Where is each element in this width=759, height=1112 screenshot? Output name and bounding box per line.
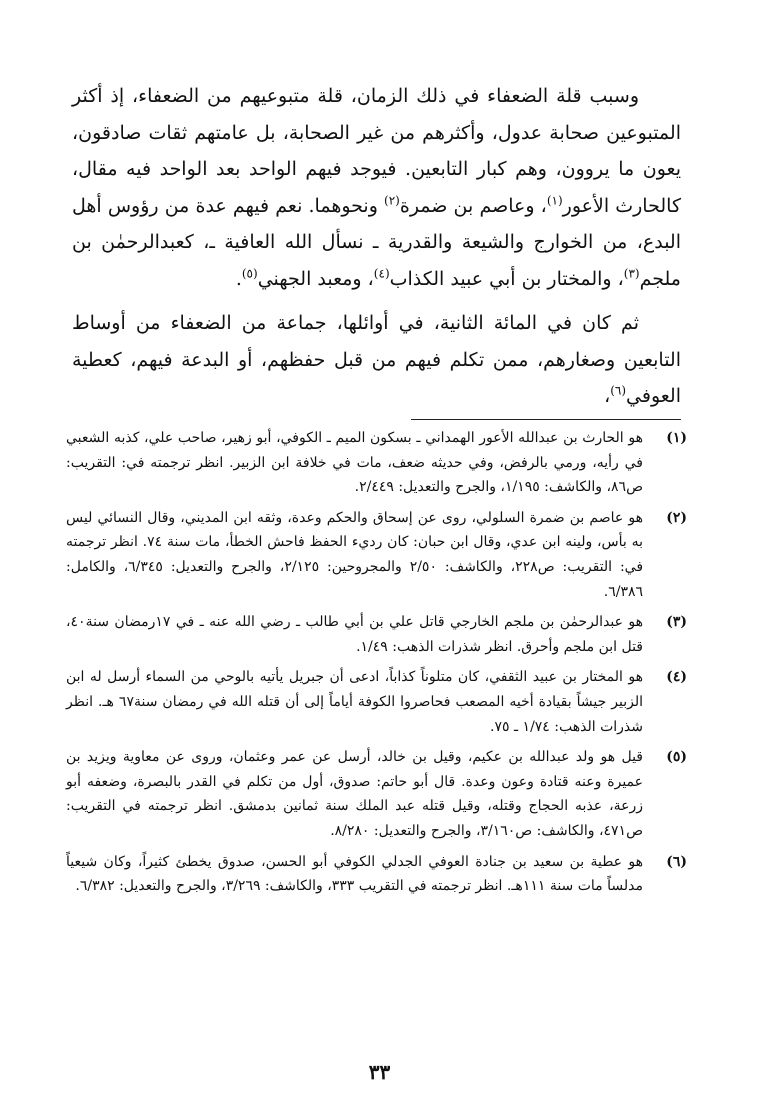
paragraph-2-text-2: ، [604, 385, 611, 407]
paragraph-2 [72, 305, 681, 415]
paragraph-1-text-1: وسبب قلة الضعفاء في ذلك الزمان، قلة متبوعيهم من الضعفاء، إذ أكثر المتبوعين صحابة عدول، وأكثرهم من غير الصحابة، بل عامتهم ثقات صادقون، يعون ما يروون، وهم كبار التابعين. فيوجد فيهم الواحد بعد الواحد فيه مقال، كالحارث الأعور [72, 85, 681, 217]
footnote-text: هو المختار بن عبيد الثقفي، كان متلوناً كذاباً، ادعى أن جبريل يأتيه بالوحي من السماء أرسل له ابن الزبير جيشاً بقيادة أخيه المصعب فحاصروا الكوفة أياماً إلى أن قتله الله في رمضان سنة٦٧ هـ. انظر شذرات الذهب: ١/٧٤ ـ ٧٥. [66, 669, 643, 735]
footnote-number: (٣) [666, 614, 687, 631]
paragraph-1 [72, 78, 681, 297]
footnote-text: هو عطية بن سعيد بن جنادة العوفي الجدلي الكوفي أبو الحسن، صدوق يخطئ كثيراً، وكان شيعياً مدلساً مات سنة ١١١هـ. انظر ترجمته في التقريب ٣٣٣، والكاشف: ٣/٢٦٩، والجرح والتعديل: ٦/٣٨٢. [66, 853, 643, 895]
footnote-ref-3[interactable]: (٣) [623, 266, 640, 281]
footnote-number: (٥) [666, 749, 687, 766]
footnote-number: (٢) [666, 509, 687, 526]
paragraph-1-text-5: ، ومعبد الجهني [257, 267, 374, 290]
footnote-ref-5[interactable]: (٥) [241, 266, 258, 281]
main-text [72, 78, 681, 415]
footnote-number: (٤) [666, 669, 687, 686]
footnote-divider [411, 419, 681, 420]
footnote-number: (٦) [666, 853, 687, 870]
footnote-4 [66, 665, 687, 739]
footnote-ref-1[interactable]: (١) [546, 193, 563, 208]
paragraph-1-text-6: . [235, 267, 242, 290]
footnote-ref-4[interactable]: (٤) [373, 266, 390, 281]
footnote-ref-6[interactable]: (٦) [610, 383, 627, 398]
paragraph-2-text-1: ثم كان في المائة الثانية، في أوائلها، جماعة من الضعفاء من أوساط التابعين وصغارهم، ممن تكلم فيهم من قبل حفظهم، أو البدعة فيهم، كعطية العوفي [72, 312, 681, 407]
paragraph-1-text-2: ، وعاصم بن ضمرة [399, 194, 547, 217]
footnote-number: (١) [666, 430, 687, 446]
footnote-text: هو عاصم بن ضمرة السلولي، روى عن إسحاق والحكم وعدة، وثقه ابن المديني، وقال النسائي ليس به بأس، ولينه ابن عدي، وقال ابن حبان: كان رديء الحفظ فاحش الخطأ، مات سنة ٧٤. انظر ترجمته في: التقريب: ص٢٢٨، والكاشف: ٢/٥٠ والمجروحين: ٢/١٢٥، والجرح والتعديل: ٦/٣٤٥، والكامل: ٦/٣٨٦. [66, 509, 644, 600]
paragraph-1-text-3: ونحوهما. نعم فيهم عدة من رؤوس أهل البدع، من الخوارج والشيعة والقدرية ـ نسأل الله العافية ـ، كعبدالرحمٰن بن ملجم [72, 194, 681, 290]
footnote-text: هو عبدالرحمٰن بن ملجم الخارجي قاتل علي بن أبي طالب ـ رضي الله عنه ـ في ١٧رمضان سنة٤٠، قتل ابن ملجم وأحرق. انظر شذرات الذهب: ١/٤٩. [66, 614, 644, 655]
footnote-3 [66, 610, 687, 659]
footnotes-section [66, 426, 687, 905]
footnote-2 [66, 506, 687, 604]
footnote-text: قيل هو ولد عبدالله بن عكيم، وقيل بن خالد، أرسل عن عمر وعثمان، وروى عن معاوية ويزيد بن عميرة وعنه قتادة وعون وعدة. قال أبو حاتم: صدوق، أول من تكلم في القدر بالبصرة، وضعفه أبو زرعة، عذبه الحجاج وقتله، وقيل قتله عبد الملك سنة ثمانين بدمشق. انظر ترجمته في التقريب: ص٤٧١، والكاشف: ص٣/١٦٠، والجرح والتعديل: ٨/٢٨٠. [66, 749, 643, 839]
footnote-6 [66, 850, 687, 899]
page-number: ٣٣ [368, 1060, 391, 1084]
footnote-ref-2[interactable]: (٢) [384, 193, 400, 208]
footnote-text: هو الحارث بن عبدالله الأعور الهمداني ـ بسكون الميم ـ الكوفي، أبو زهير، صاحب علي، كذبه الشعبي في رأيه، ورمي بالرفض، وفي حديثه ضعف، مات في خلافة ابن الزبير. انظر ترجمته في: التقريب: ص٨٦، والكاشف: ١/١٩٥، والجرح والتعديل: ٢/٤٤٩. [66, 430, 643, 496]
footnote-5 [66, 745, 687, 843]
paragraph-1-text-4: ، والمختار بن أبي عبيد الكذاب [389, 267, 624, 290]
footnote-1 [66, 426, 687, 500]
